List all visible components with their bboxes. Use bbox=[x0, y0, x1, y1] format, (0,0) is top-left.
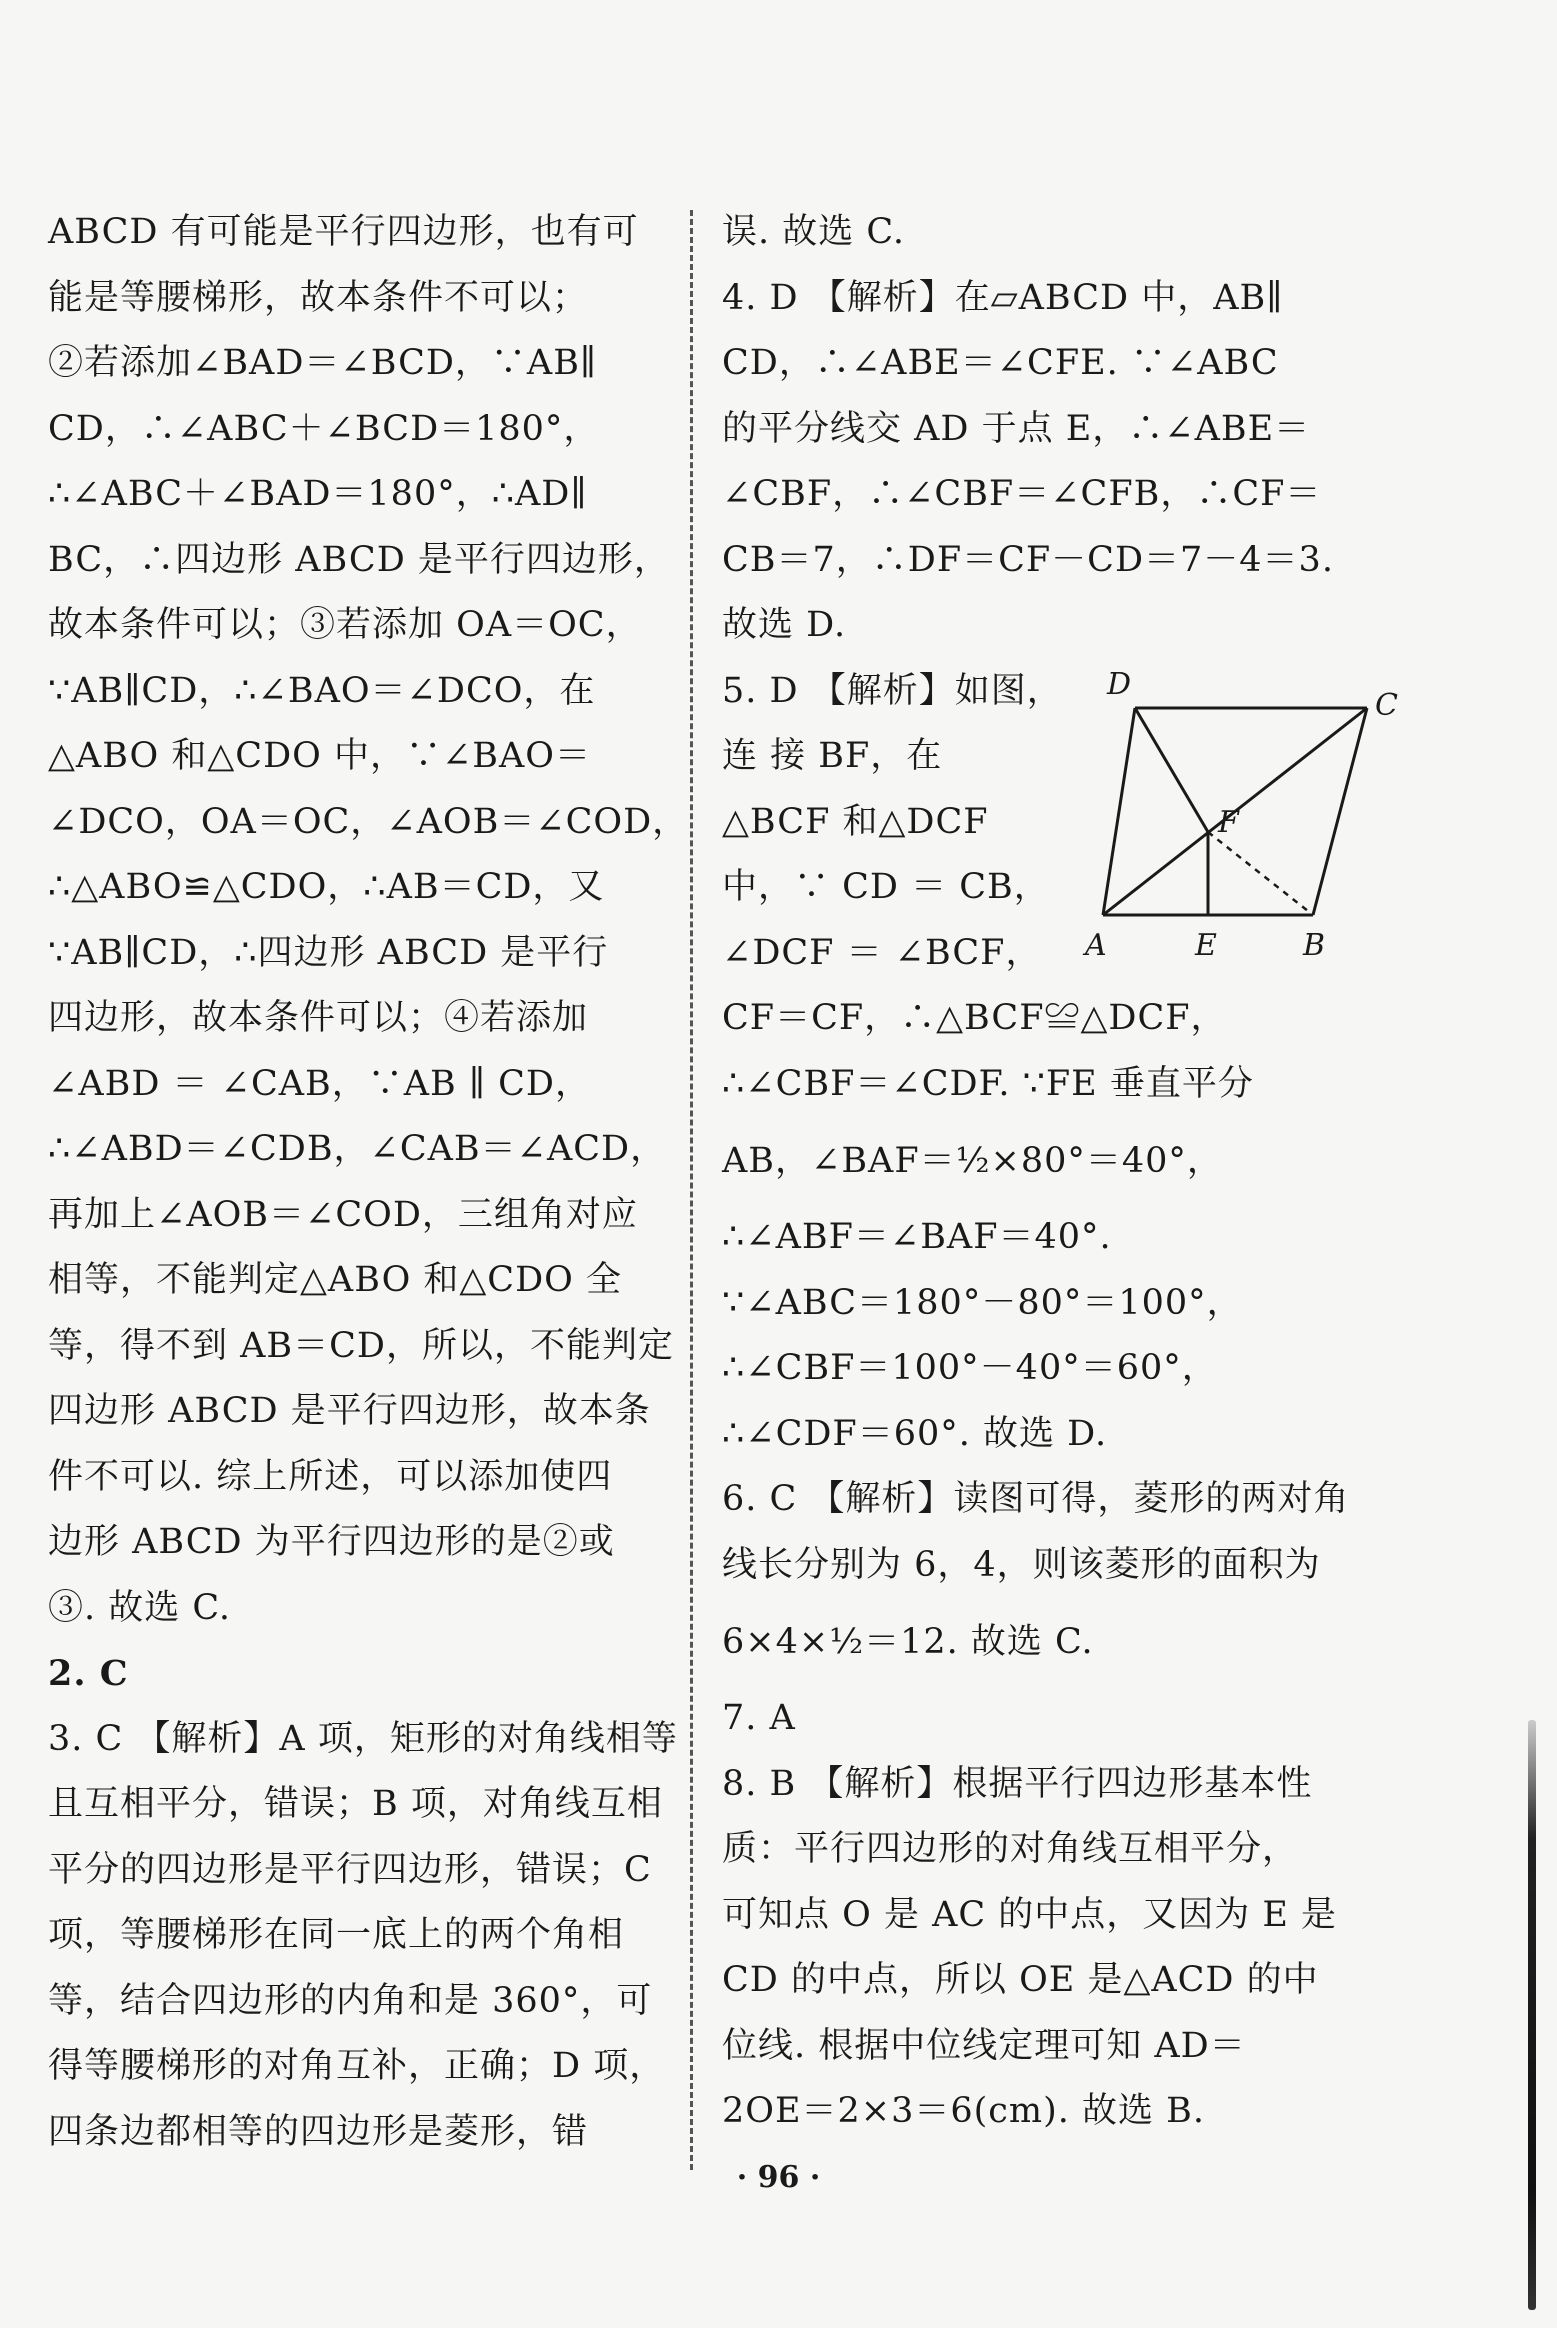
text-line: 能是等腰梯形，故本条件不可以； bbox=[48, 277, 589, 318]
text-line: ∴∠CDF＝60°. 故选 D. bbox=[722, 1413, 1108, 1454]
left-column bbox=[48, 200, 689, 2165]
label-b: B bbox=[1303, 928, 1326, 963]
segment-bf-dashed bbox=[1208, 832, 1313, 915]
text-line: BC，∴四边形 ABCD 是平行四边形， bbox=[48, 539, 670, 580]
column-divider bbox=[690, 210, 693, 2170]
text-line: ∵AB∥CD，∴∠BAO＝∠DCO，在 bbox=[48, 670, 596, 711]
text-line: ②若添加∠BAD＝∠BCD，∵AB∥ bbox=[48, 343, 598, 383]
text-line: CF＝CF，∴△BCF≌△DCF， bbox=[722, 998, 1227, 1038]
text-line: 项，等腰梯形在同一底上的两个角相 bbox=[48, 1915, 625, 1955]
text-line: 连 接 BF，在 bbox=[722, 736, 943, 776]
answer-7: 7. A bbox=[722, 1698, 796, 1738]
text-line: CB＝7，∴DF＝CF－CD＝7－4＝3. bbox=[722, 539, 1334, 580]
text-line: 四边形，故本条件可以；④若添加 bbox=[48, 998, 589, 1038]
answer-5: 5. D 【解析】如图， bbox=[722, 670, 1063, 711]
label-a: A bbox=[1085, 928, 1107, 963]
text-line: 再加上∠AOB＝∠COD，三组角对应 bbox=[48, 1194, 638, 1235]
text-line: 相等，不能判定△ABO 和△CDO 全 bbox=[48, 1260, 622, 1300]
text-line: ∠DCO，OA＝OC，∠AOB＝∠COD， bbox=[48, 801, 689, 842]
text-line: CD 的中点，所以 OE 是△ACD 的中 bbox=[722, 1960, 1319, 2000]
text-line: ∠DCF ＝ ∠BCF， bbox=[722, 932, 1042, 973]
text-line: 可知点 O 是 AC 的中点，又因为 E 是 bbox=[722, 1894, 1338, 1935]
answer-6: 6. C 【解析】读图可得，菱形的两对角 bbox=[722, 1479, 1350, 1519]
scan-edge-shadow bbox=[1528, 1720, 1536, 2310]
text-line: 2OE＝2×3＝6(cm). 故选 B. bbox=[722, 2091, 1205, 2131]
text-line: 等，得不到 AB＝CD，所以，不能判定 bbox=[48, 1325, 674, 1366]
text-line: 等，结合四边形的内角和是 360°，可 bbox=[48, 1980, 653, 2021]
text-line: △ABO 和△CDO 中，∵∠BAO＝ bbox=[48, 736, 591, 776]
text-line: 误. 故选 C. bbox=[722, 212, 906, 252]
text-line: 得等腰梯形的对角互补，正确；D 项， bbox=[48, 2046, 666, 2086]
text-line: ∴∠ABF＝∠BAF＝40°. bbox=[722, 1217, 1112, 1257]
text-line: 边形 ABCD 为平行四边形的是②或 bbox=[48, 1522, 615, 1562]
text-line: ABCD 有可能是平行四边形，也有可 bbox=[48, 212, 639, 252]
text-line: 中，∵ CD ＝ CB， bbox=[722, 867, 1050, 907]
text-line: ∴∠CBF＝100°－40°＝60°， bbox=[722, 1348, 1218, 1388]
answer-4: 4. D 【解析】在▱ABCD 中，AB∥ bbox=[722, 277, 1284, 318]
text-line: ∴∠ABC＋∠BAD＝180°，∴AD∥ bbox=[48, 474, 588, 514]
text-line: ∠CBF，∴∠CBF＝∠CFB，∴CF＝ bbox=[722, 474, 1322, 514]
answer-8: 8. B 【解析】根据平行四边形基本性 bbox=[722, 1763, 1313, 1804]
edge-cb bbox=[1313, 708, 1367, 915]
text-line: 位线. 根据中位线定理可知 AD＝ bbox=[722, 2025, 1246, 2066]
text-line: CD，∴∠ABE＝∠CFE. ∵∠ABC bbox=[722, 343, 1279, 383]
text-line: 质：平行四边形的对角线互相平分， bbox=[722, 1829, 1299, 1869]
label-c: C bbox=[1375, 688, 1398, 723]
text-line: 线长分别为 6，4，则该菱形的面积为 bbox=[722, 1544, 1321, 1585]
text-line: △BCF 和△DCF bbox=[722, 801, 989, 842]
right-column bbox=[722, 200, 1392, 2145]
label-d: D bbox=[1107, 667, 1132, 702]
text-line: 6×4×½＝12. 故选 C. bbox=[722, 1622, 1094, 1662]
text-line: 故本条件可以；③若添加 OA＝OC， bbox=[48, 605, 642, 645]
text-line: CD，∴∠ABC＋∠BCD＝180°， bbox=[48, 408, 600, 449]
label-e: E bbox=[1195, 928, 1217, 963]
parallelogram-figure bbox=[1085, 667, 1405, 970]
answer-2: 2. C bbox=[48, 1653, 129, 1694]
text-line: ∵∠ABC＝180°－80°＝100°， bbox=[722, 1282, 1243, 1323]
text-line: 四条边都相等的四边形是菱形，错 bbox=[48, 2111, 589, 2152]
text-line: 故选 D. bbox=[722, 605, 847, 645]
text-line: 四边形 ABCD 是平行四边形，故本条 bbox=[48, 1391, 651, 1431]
label-f: F bbox=[1218, 805, 1239, 840]
page-number: · 96 · bbox=[736, 2160, 821, 2195]
text-line: ∴△ABO≌△CDO，∴AB＝CD，又 bbox=[48, 867, 605, 907]
text-line: ③. 故选 C. bbox=[48, 1587, 232, 1628]
text-line: ∴∠CBF＝∠CDF. ∵FE 垂直平分 bbox=[722, 1063, 1254, 1104]
text-line: AB，∠BAF＝½×80°＝40°， bbox=[722, 1141, 1223, 1181]
text-line: 平分的四边形是平行四边形，错误；C bbox=[48, 1849, 652, 1890]
text-line: 且互相平分，错误；B 项，对角线互相 bbox=[48, 1784, 663, 1824]
segment-df bbox=[1135, 708, 1208, 832]
edge-ad bbox=[1103, 708, 1135, 915]
text-line: 件不可以. 综上所述，可以添加使四 bbox=[48, 1456, 613, 1497]
text-line: 的平分线交 AD 于点 E，∴∠ABE＝ bbox=[722, 408, 1311, 449]
text-line: ∴∠ABD＝∠CDB，∠CAB＝∠ACD， bbox=[48, 1129, 667, 1169]
text-line: ∠ABD ＝ ∠CAB，∵AB ∥ CD， bbox=[48, 1063, 591, 1104]
text-line: ∵AB∥CD，∴四边形 ABCD 是平行 bbox=[48, 932, 609, 973]
answer-3: 3. C 【解析】A 项，矩形的对角线相等 bbox=[48, 1718, 678, 1759]
